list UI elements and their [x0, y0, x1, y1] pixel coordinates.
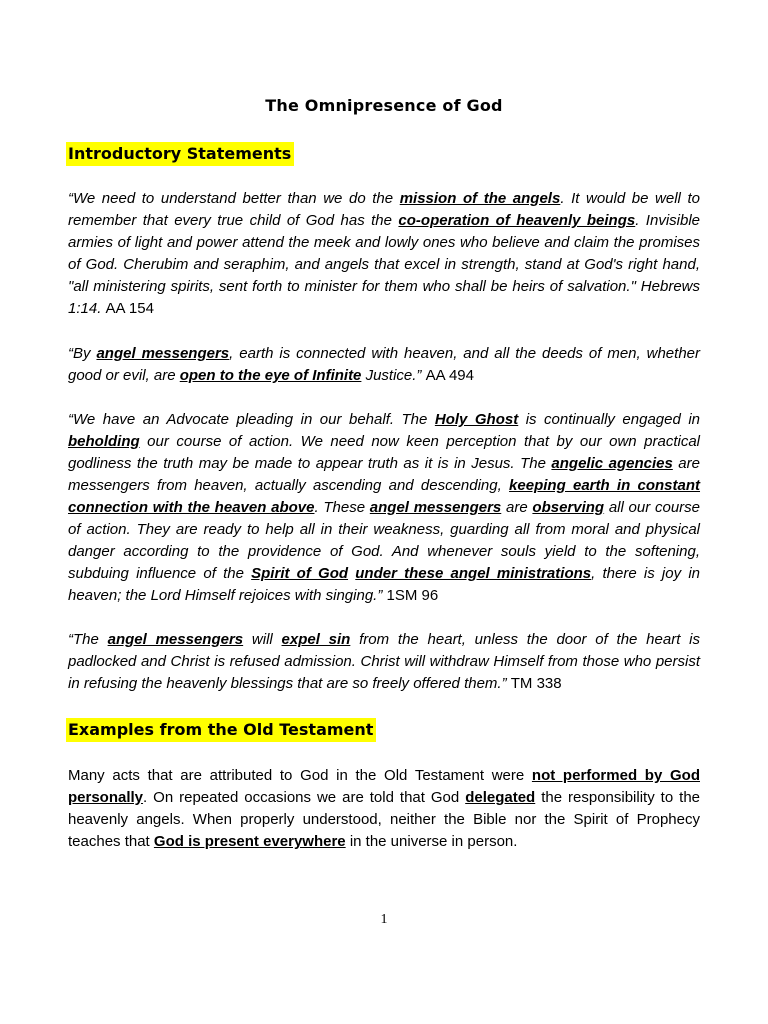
paragraph-text: in the universe in person.	[345, 833, 518, 850]
emphasis: Spirit of God	[251, 565, 349, 582]
citation-reference: 1SM 96	[386, 587, 439, 604]
section-heading-old-testament: Examples from the Old Testament	[66, 718, 376, 742]
quote-text: . It would be well to remember that every true child of God has the	[68, 190, 700, 229]
page-number: 1	[380, 912, 388, 927]
quote-text: all our course of action. They are ready to help all in their weakness, guarding all from moral and physical danger according to the providence of God. And whenever souls yield to the softening, subduing influence of the	[68, 499, 700, 582]
paragraph-text: the responsibility to the heavenly angels. When properly understood, neither the Bible nor the Spirit of Prophecy teaches that	[68, 789, 701, 850]
emphasis: God is present everywhere	[153, 833, 346, 850]
emphasis: co-operation of heavenly beings	[398, 212, 636, 229]
emphasis: expel sin	[281, 631, 351, 648]
quote-text: , earth is connected with heaven, and all the deeds of men, whether good or evil, are	[68, 345, 700, 384]
emphasis: beholding	[68, 433, 140, 450]
quote-text: Justice.”	[361, 367, 426, 384]
citation-reference: AA 494	[425, 367, 474, 384]
section-heading-introductory: Introductory Statements	[66, 142, 294, 166]
quote-text: “By	[68, 345, 97, 362]
emphasis: not performed by God personally	[68, 767, 700, 806]
quote-aa-494	[68, 343, 700, 387]
quote-text: from the heart, unless the door of the heart is padlocked and Christ is refused admission. Christ will withdraw Himself from those who persist in refusing the heavenly blessings that are so freely offered them.”	[68, 631, 700, 692]
quote-1sm-96	[68, 409, 700, 607]
quote-text: is continually engaged in	[518, 411, 700, 428]
quote-text: . Invisible armies of light and power attend the meek and lowly ones who believe and claim the promises of God. Cherubim and seraphim, and angels that excel in strength, stand at God's right hand, "all ministering spirits, sent forth to minister for them who shall be heirs of salvation." Hebrews 1:14.	[68, 212, 700, 317]
quote-text: “We have an Advocate pleading in our behalf. The	[68, 411, 435, 428]
quote-text: our course of action. We need now keen perception that by our own practical godliness the truth may be made to appear truth as it is in Jesus. The	[68, 433, 700, 472]
emphasis: delegated	[465, 789, 536, 806]
body-paragraph	[68, 765, 700, 853]
quote-text: “The	[68, 631, 108, 648]
paragraph-text: . On repeated occasions we are told that God	[143, 789, 466, 806]
quote-text: “We need to understand better than we do the	[68, 190, 400, 207]
emphasis: mission of the angels	[399, 190, 561, 207]
emphasis: angel messengers	[96, 345, 230, 362]
quote-text: . These	[314, 499, 370, 516]
emphasis: keeping earth in constant connection with the heaven above	[68, 477, 701, 516]
citation-reference: AA 154	[105, 300, 154, 317]
emphasis: observing	[532, 499, 605, 516]
quote-text: , there is joy in heaven; the Lord Himself rejoices with singing.”	[68, 565, 700, 604]
quote-tm-338	[68, 629, 700, 695]
emphasis: Holy Ghost	[434, 411, 519, 428]
emphasis: under these angel ministrations	[355, 565, 592, 582]
citation-reference: TM 338	[510, 675, 562, 692]
quote-aa-154	[68, 188, 700, 320]
emphasis: angelic agencies	[551, 455, 673, 472]
page-title: The Omnipresence of God	[265, 96, 503, 115]
quote-text: will	[243, 631, 282, 648]
quote-text: are	[501, 499, 533, 516]
paragraph-text: Many acts that are attributed to God in the Old Testament were	[68, 767, 532, 784]
emphasis: angel messengers	[369, 499, 502, 516]
emphasis: open to the eye of Infinite	[179, 367, 362, 384]
emphasis: angel messengers	[107, 631, 244, 648]
quote-text: are messengers from heaven, actually ascending and descending,	[68, 455, 700, 494]
